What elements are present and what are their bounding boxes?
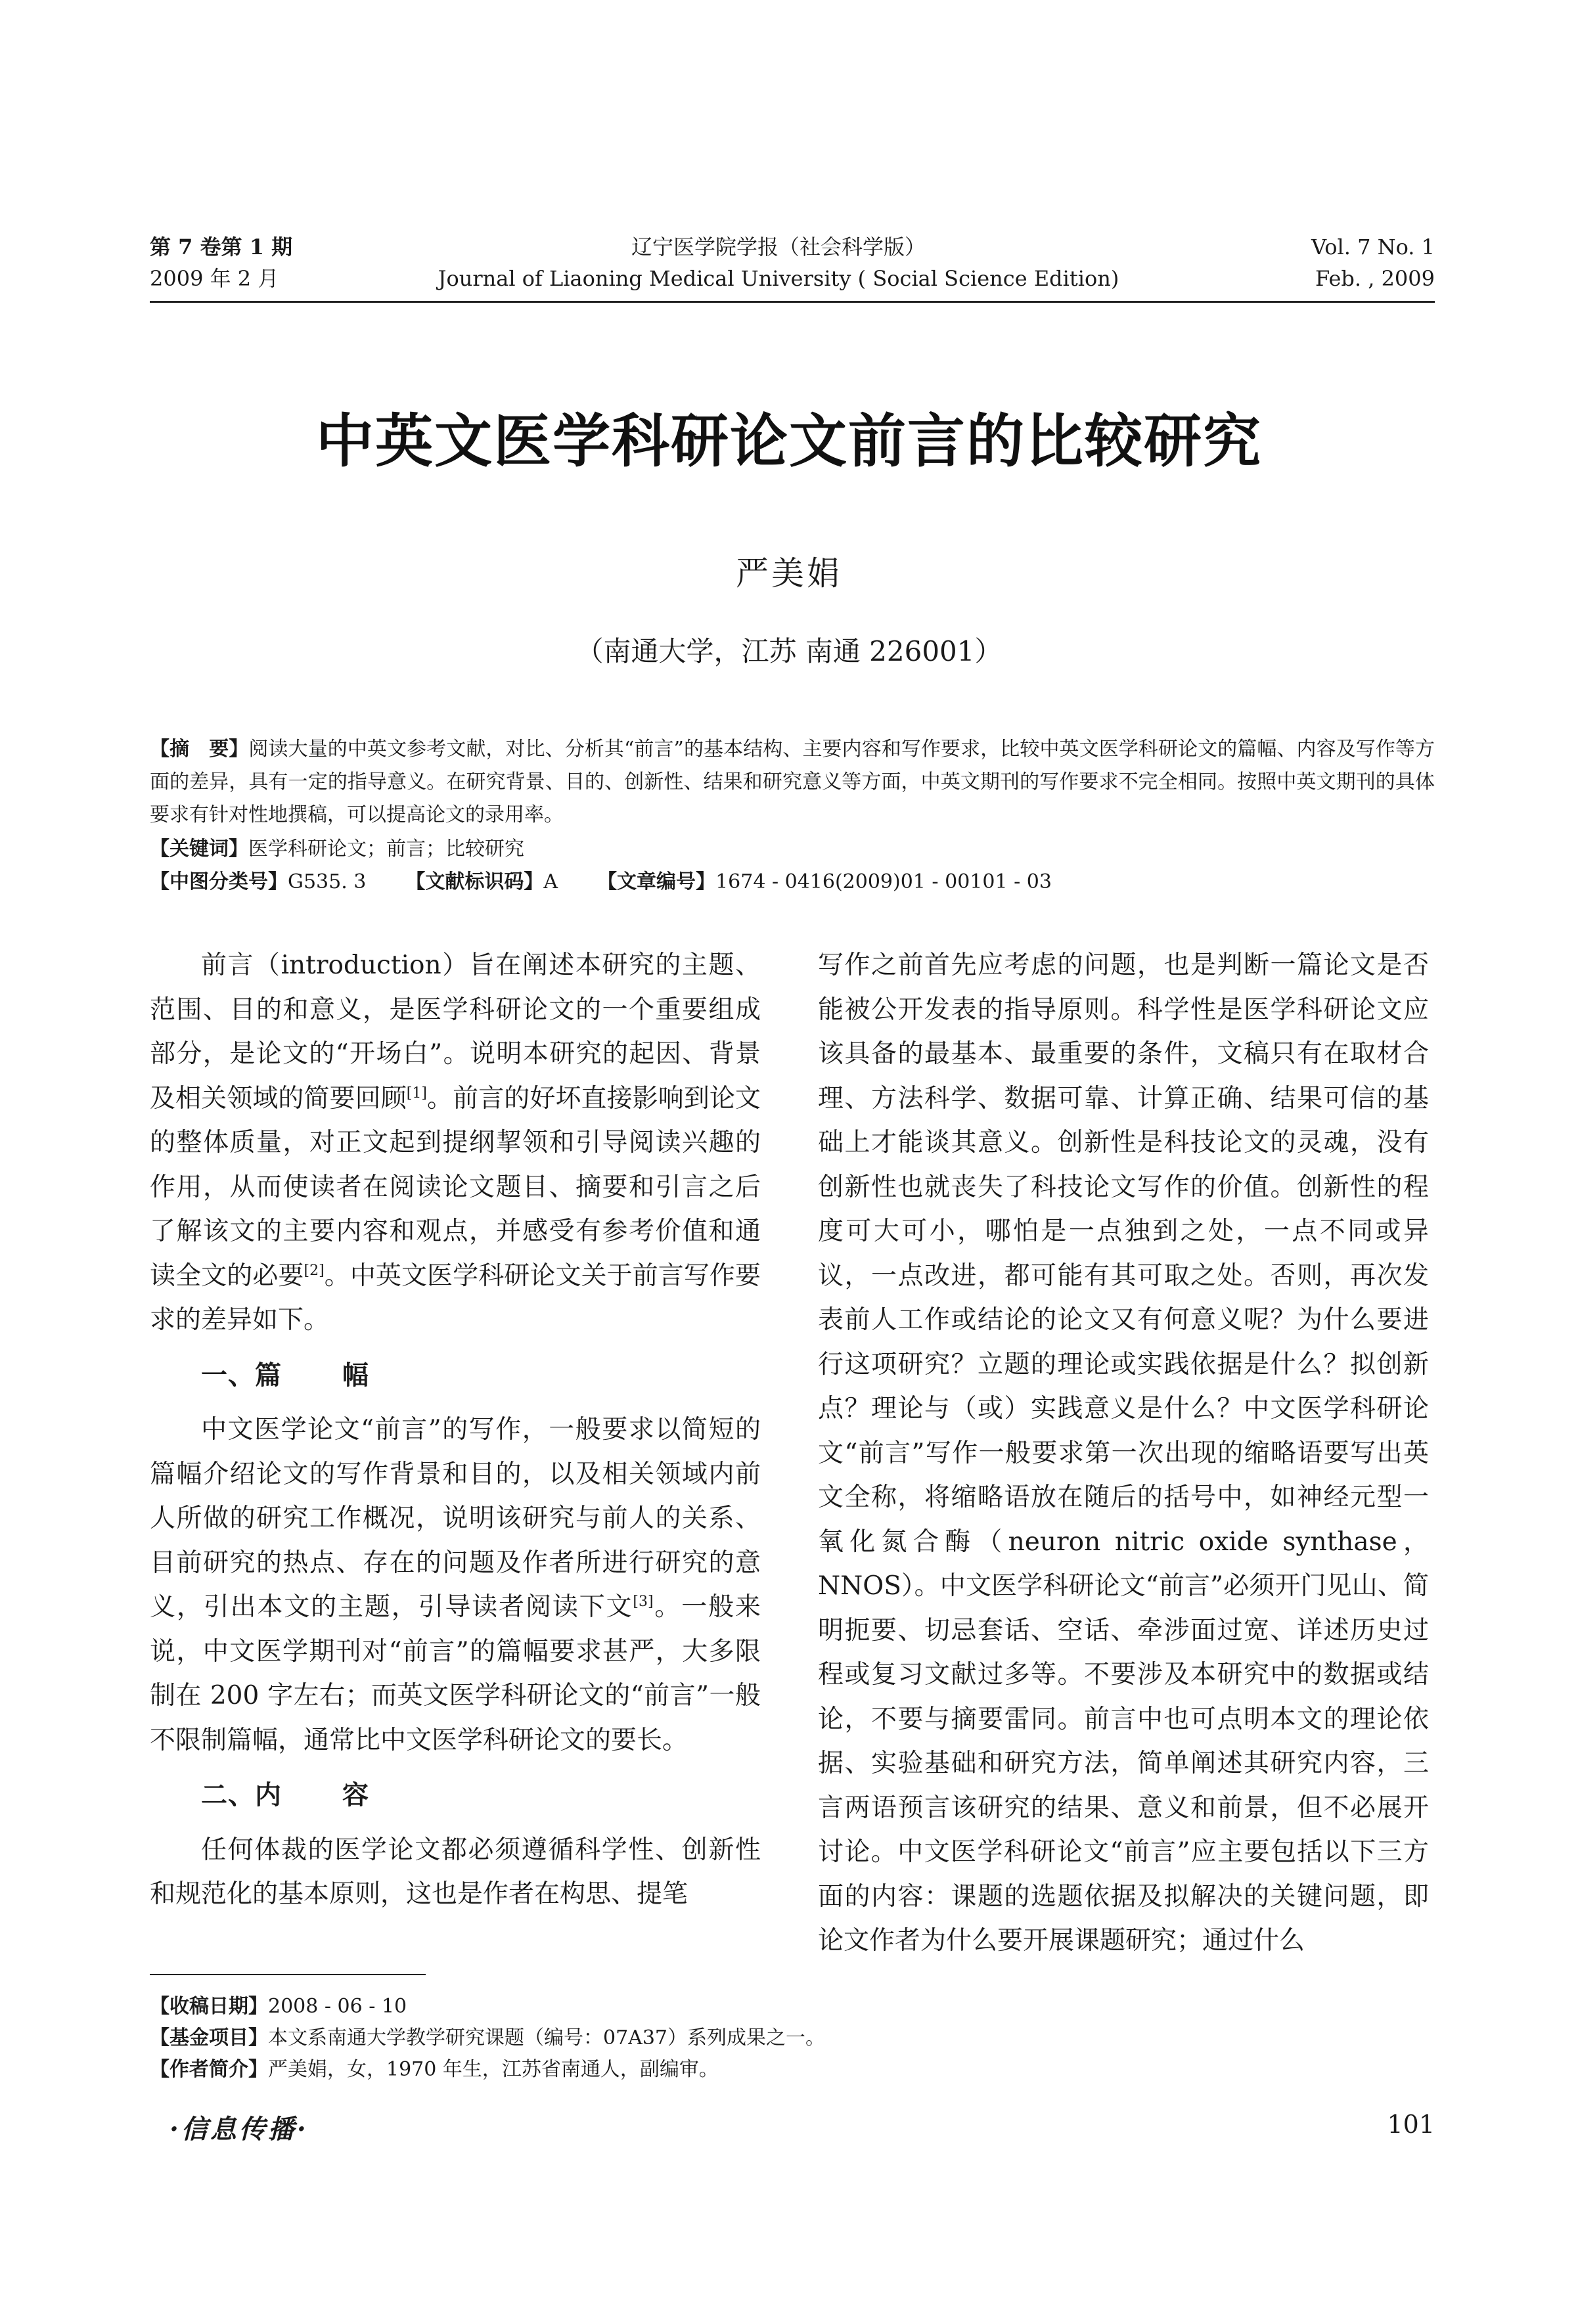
header-left bbox=[150, 231, 292, 294]
footnote-label: 【作者简介】 bbox=[150, 2058, 268, 2081]
paragraph-length bbox=[150, 1408, 761, 1762]
footnote-divider bbox=[150, 1974, 426, 1975]
date-en: Feb. , 2009 bbox=[1315, 266, 1435, 291]
text-run: 中文医学论文“前言”的写作，一般要求以简短的篇幅介绍论文的写作背景和目的，以及相关领域内前人所做的研究工作概况，说明该研究与前人的关系、目前研究的热点、存在的问题及作者所进行研究的意义，引出本文的主题，引导读者阅读下文 bbox=[150, 1415, 761, 1622]
paragraph-content-start: 任何体裁的医学论文都必须遵循科学性、创新性和规范化的基本原则，这也是作者在构思、提笔 bbox=[150, 1835, 761, 1909]
footnote-author-bio bbox=[150, 2055, 719, 2085]
header-right bbox=[1311, 231, 1435, 294]
classification-row bbox=[150, 866, 1435, 899]
citation-ref: [1] bbox=[406, 1084, 427, 1102]
header-divider bbox=[150, 301, 1435, 303]
footnote-fund bbox=[150, 2023, 825, 2053]
footnote-label: 【收稿日期】 bbox=[150, 1995, 268, 2018]
header-center bbox=[394, 231, 1163, 294]
body-column-right bbox=[818, 943, 1429, 1963]
abstract bbox=[150, 733, 1435, 832]
date-cn: 2009 年 2 月 bbox=[150, 266, 279, 291]
footnote-label: 【基金项目】 bbox=[150, 2026, 268, 2049]
section-heading-length bbox=[150, 1343, 761, 1408]
heading-part: 容 bbox=[342, 1779, 369, 1810]
journal-name-en: Journal of Liaoning Medical University ( Social Science Edition) bbox=[438, 266, 1119, 291]
page-number: 101 bbox=[1387, 2110, 1435, 2139]
keywords-text: 医学科研论文；前言；比较研究 bbox=[248, 838, 524, 860]
doc-code-value: A bbox=[543, 870, 558, 893]
abstract-label: 【摘 要】 bbox=[150, 738, 249, 761]
paper-title: 中英文医学科研论文前言的比较研究 bbox=[315, 407, 1262, 475]
section-heading-content bbox=[150, 1762, 761, 1828]
citation-ref: [3] bbox=[633, 1594, 654, 1610]
doc-code-label: 【文献标识码】 bbox=[405, 870, 544, 893]
author-affiliation: （南通大学，江苏 南通 226001） bbox=[575, 635, 1003, 667]
section-tag: ·信息传播· bbox=[169, 2114, 309, 2145]
citation-ref: [2] bbox=[304, 1262, 325, 1279]
journal-name-cn: 辽宁医学院学报（社会科学版） bbox=[631, 235, 926, 259]
footnote-received bbox=[150, 1992, 407, 2022]
abstract-text: 阅读大量的中英文参考文献，对比、分析其“前言”的基本结构、主要内容和写作要求，比较中英文医学科研论文的篇幅、内容及写作等方面的差异，具有一定的指导意义。在研究背景、目的、创新性、结果和研究意义等方面，中英文期刊的写作要求不完全相同。按照中英文期刊的具体要求有针对性地撰稿，可以提高论文的录用率。 bbox=[150, 738, 1435, 826]
text-run: 前言（introduction）旨在阐述本研究的主题、范围、目的和意义，是医学科研论文的一个重要组成部分，是论文的“开场白”。说明本研究的起因、背景及相关领域的简要回顾 bbox=[150, 950, 761, 1113]
author-name: 严美娟 bbox=[736, 554, 842, 592]
text-run: 。一般来说，中文医学期刊对“前言”的篇幅要求甚严，大多限制在 200 字左右；而英文医学科研论文的“前言”一般不限制篇幅，通常比中文医学科研论文的要长。 bbox=[150, 1592, 761, 1755]
volume-issue-en: Vol. 7 No. 1 bbox=[1311, 235, 1435, 259]
heading-part: 幅 bbox=[342, 1359, 369, 1391]
clc-value: G535. 3 bbox=[288, 870, 367, 893]
footnote-value: 严美娟，女，1970 年生，江苏省南通人，副编审。 bbox=[268, 2058, 719, 2081]
volume-issue-cn: 第 7 卷第 1 期 bbox=[150, 235, 293, 259]
clc-label: 【中图分类号】 bbox=[150, 870, 288, 893]
article-number-value: 1674 - 0416(2009)01 - 00101 - 03 bbox=[715, 870, 1052, 893]
body-column-left bbox=[150, 943, 761, 1917]
keywords bbox=[150, 833, 1435, 866]
paragraph-intro bbox=[150, 943, 761, 1343]
text-run: 。前言的好坏直接影响到论文的整体质量，对正文起到提纲挈领和引导阅读兴趣的作用，从而使读者在阅读论文题目、摘要和引言之后了解该文的主要内容和观点，并感受有参考价值和通读全文的必要 bbox=[150, 1083, 761, 1291]
text-run: 。中英文医学科研论文关于前言写作要求的差异如下。 bbox=[150, 1261, 761, 1335]
footnote-value: 本文系南通大学教学研究课题（编号：07A37）系列成果之一。 bbox=[268, 2026, 826, 2049]
article-number-label: 【文章编号】 bbox=[597, 870, 716, 893]
paragraph-content-continued: 写作之前首先应考虑的问题，也是判断一篇论文是否能被公开发表的指导原则。科学性是医学科研论文应该具备的最基本、最重要的条件，文稿只有在取材合理、方法科学、数据可靠、计算正确、结果可信的基础上才能谈其意义。创新性是科技论文的灵魂，没有创新性也就丧失了科技论文写作的价值。创新性的程度可大可小，哪怕是一点独到之处，一点不同或异议，一点改进，都可能有其可取之处。否则，再次发表前人工作或结论的论文又有何意义呢？为什么要进行这项研究？立题的理论或实践依据是什么？拟创新点？理论与（或）实践意义是什么？中文医学科研论文“前言”写作一般要求第一次出现的缩略语要写出英文全称，将缩略语放在随后的括号中，如神经元型一氧化氮合酶（neuron nitric oxide synthase，NNOS）。中文医学科研论文“前言”必须开门见山、简明扼要、切忌套话、空话、牵涉面过宽、详述历史过程或复习文献过多等。不要涉及本研究中的数据或结论，不要与摘要雷同。前言中也可点明本文的理论依据、实验基础和研究方法，简单阐述其研究内容，三言两语预言该研究的结果、意义和前景，但不必展开讨论。中文医学科研论文“前言”应主要包括以下三方面的内容：课题的选题依据及拟解决的关键问题，即论文作者为什么要开展课题研究；通过什么 bbox=[818, 950, 1429, 1955]
heading-part: 一、篇 bbox=[201, 1359, 282, 1391]
heading-part: 二、内 bbox=[201, 1779, 282, 1810]
keywords-label: 【关键词】 bbox=[150, 838, 248, 860]
footnote-value: 2008 - 06 - 10 bbox=[268, 1995, 407, 2018]
